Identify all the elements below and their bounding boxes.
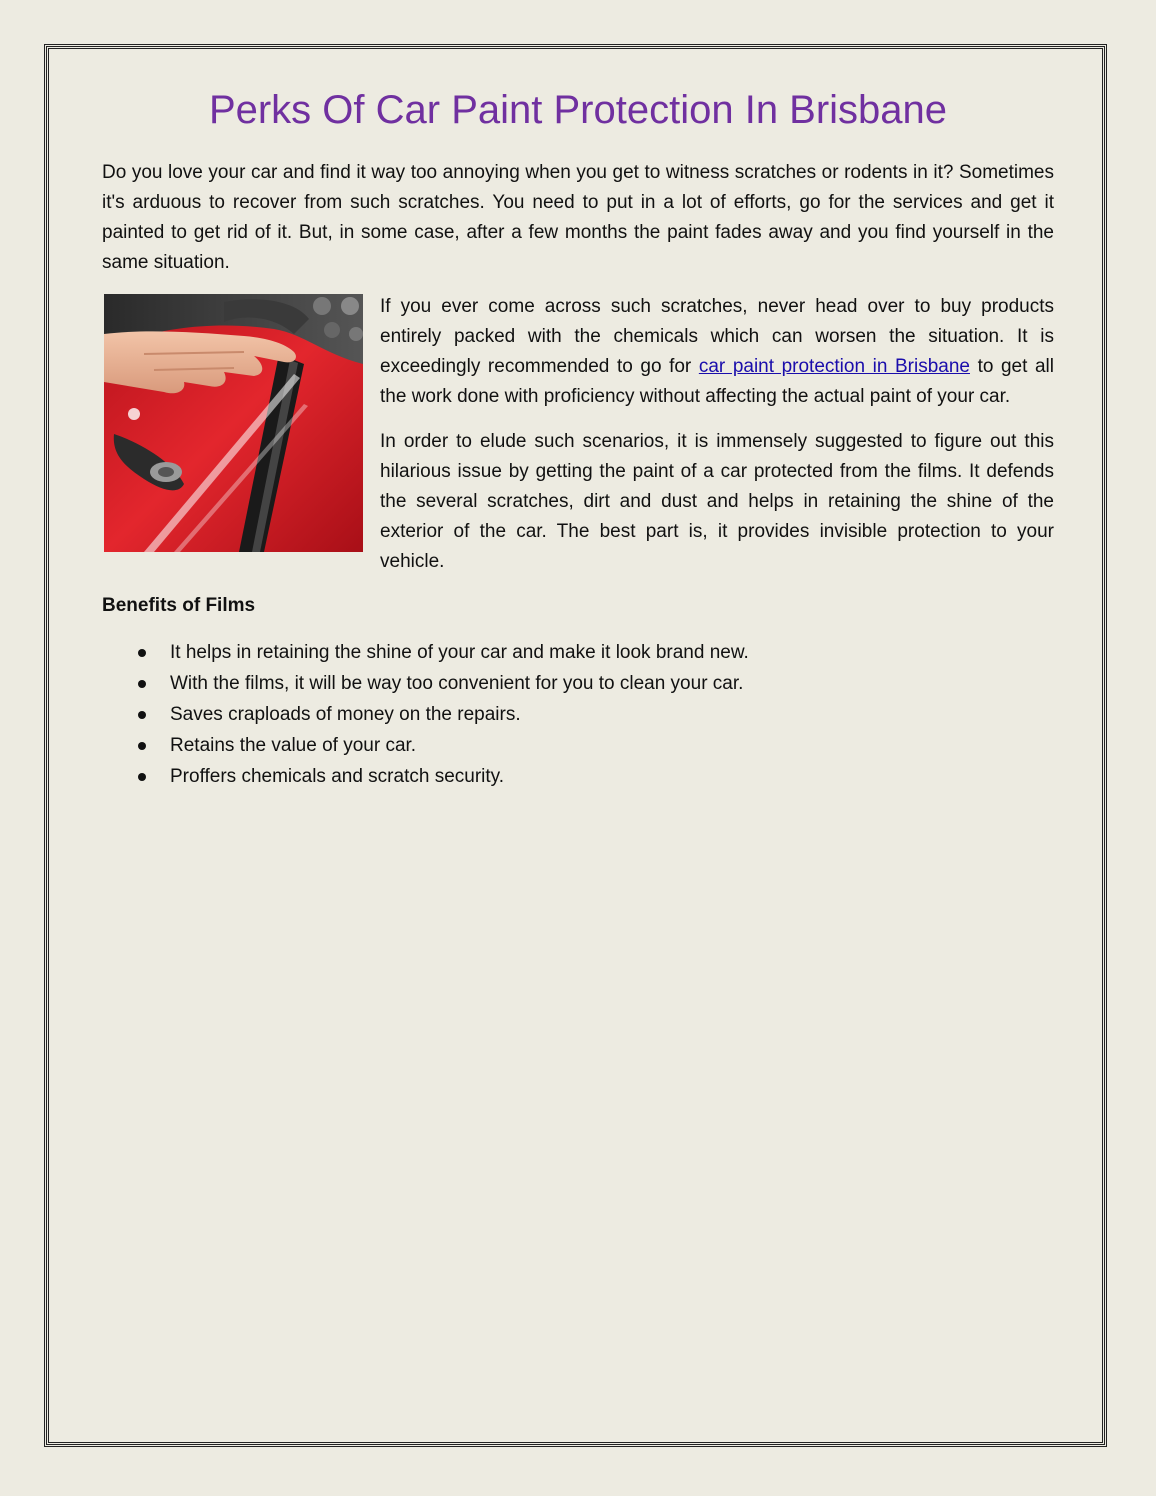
benefit-item: [102, 761, 1054, 792]
paragraph-2-text-after-link: to get all the work done with proficiency without affecting the actual paint of your car.: [380, 356, 1054, 407]
benefits-list: [102, 637, 1054, 792]
benefit-item-text: Retains the value of your car.: [170, 735, 417, 756]
paragraph-2-text-before-link: If you ever come across such scratches, never head over to buy products entirely packed with the chemicals which can worsen the situation. It is exceedingly recommended to go for: [380, 296, 1054, 377]
paragraph-3: In order to elude such scenarios, it is immensely suggested to figure out this hilarious issue by getting the paint of a car protected from the films. It defends the several scratches, dirt and dust and helps in retaining the shine of the exterior of the car. The best part is, it provides invisible protection to your vehicle.: [380, 431, 1054, 572]
benefit-item: [102, 668, 1054, 699]
car-paint-protection-link[interactable]: car paint protection in Brisbane: [698, 356, 970, 377]
car-photo-image: [104, 294, 363, 552]
benefit-item-text: Proffers chemicals and scratch security.: [170, 766, 505, 787]
bullet-icon: [138, 773, 146, 781]
page-title: Perks Of Car Paint Protection In Brisbane: [208, 88, 948, 132]
bullet-icon: [138, 711, 146, 719]
benefit-item: [102, 637, 1054, 668]
document-body: [102, 80, 1054, 792]
figure-text-block: [102, 292, 1054, 591]
bullet-icon: [138, 649, 146, 657]
benefit-item-text: With the films, it will be way too convenient for you to clean your car.: [170, 673, 744, 694]
benefit-item: [102, 699, 1054, 730]
benefit-item-text: It helps in retaining the shine of your car and make it look brand new.: [170, 642, 749, 663]
benefit-item-text: Saves craploads of money on the repairs.: [170, 704, 521, 725]
bullet-icon: [138, 742, 146, 750]
intro-paragraph: Do you love your car and find it way too annoying when you get to witness scratches or rodents in it? Sometimes it's arduous to recover from such scratches. You need to put in a lot of efforts, go for the services and get it painted to get rid of it. But, in some case, after a few months the paint fades away and you find yourself in the same situation.: [102, 162, 1054, 273]
bullet-icon: [138, 680, 146, 688]
benefits-heading: Benefits of Films: [102, 595, 256, 616]
benefit-item: [102, 730, 1054, 761]
